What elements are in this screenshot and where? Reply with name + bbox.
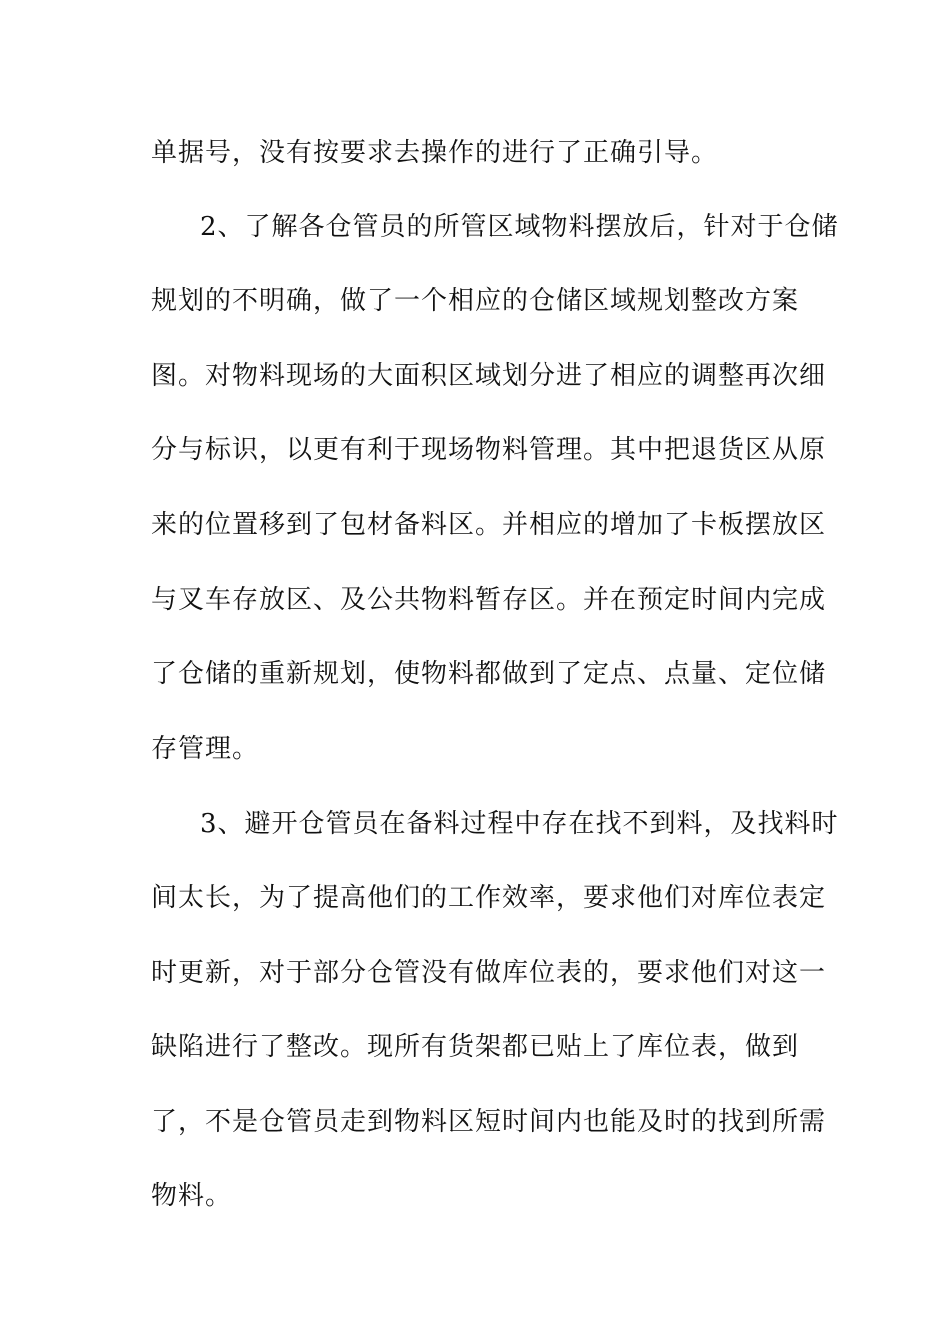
- text-line-9: 存管理。: [151, 734, 260, 764]
- text-line-5: 分与标识，以更有利于现场物料管理。其中把退货区从原: [151, 435, 827, 465]
- paragraph-3-start: 3、避开仓管员在备料过程中存在找不到料，及找料时: [200, 809, 839, 839]
- text-line-3: 规划的不明确，做了一个相应的仓储区域规划整改方案: [151, 286, 800, 316]
- text-line-15: 物料。: [151, 1181, 233, 1211]
- text-line-8: 了仓储的重新规划，使物料都做到了定点、点量、定位储: [151, 659, 827, 689]
- text-line-14: 了，不是仓管员走到物料区短时间内也能及时的找到所需: [151, 1107, 827, 1137]
- text-line-11: 间太长，为了提高他们的工作效率，要求他们对库位表定: [151, 883, 827, 913]
- text-line-6: 来的位置移到了包材备料区。并相应的增加了卡板摆放区: [151, 510, 827, 540]
- text-line-12: 时更新，对于部分仓管没有做库位表的，要求他们对这一: [151, 958, 827, 988]
- text-line-1: 单据号，没有按要求去操作的进行了正确引导。: [151, 138, 719, 168]
- text-line-7: 与叉车存放区、及公共物料暂存区。并在预定时间内完成: [151, 585, 827, 615]
- paragraph-2-start: 2、了解各仓管员的所管区域物料摆放后，针对于仓储: [200, 212, 839, 242]
- text-line-4: 图。对物料现场的大面积区域划分进了相应的调整再次细: [151, 361, 827, 391]
- text-line-13: 缺陷进行了整改。现所有货架都已贴上了库位表，做到: [151, 1032, 800, 1062]
